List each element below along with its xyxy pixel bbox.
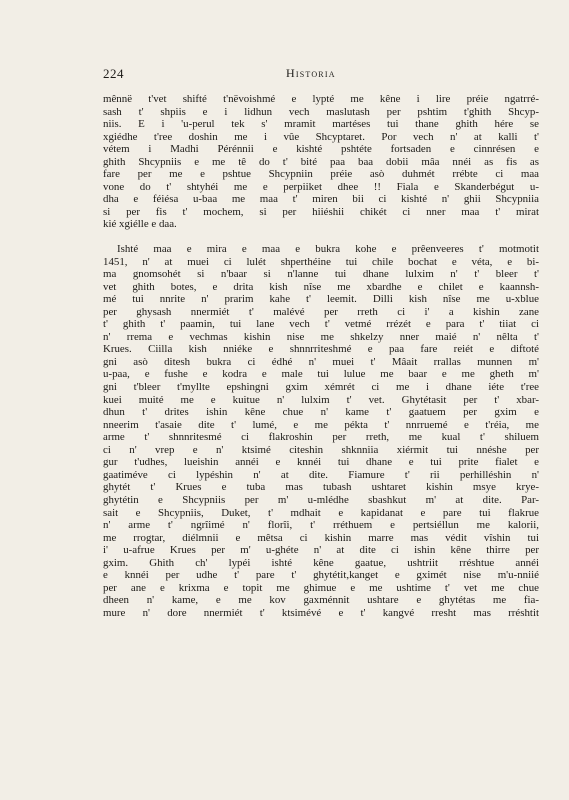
text-line: n' arme t' ngrîimé n' florîi, t' rréthuem e pertsiéllun me kalorii, bbox=[103, 519, 539, 532]
page-header bbox=[103, 66, 539, 82]
text-line: dha e féiésa u-baa me maa t' miren bii ci kishté n' ghii Shcypniia bbox=[103, 193, 539, 206]
text-line: me rrogtar, diélmnii e mêtsa ci kishin marre mas védit vîshin tui bbox=[103, 531, 539, 544]
text-line: per ane e krixma e topit me ghimue e me ushtime t' vet me chue bbox=[103, 581, 539, 594]
text-line: ma gnomsohét si n'baar si n'lanne tui dhane lulxim n' t' bleer t' bbox=[103, 268, 539, 281]
text-line: e knnéi per udhe t' pare t' ghytétit,kanget e gximét nise m'u-nniié bbox=[103, 569, 539, 582]
text-line: ghytét t' Krues e tuba mas tubash ushtaret kishin msye krye- bbox=[103, 481, 539, 494]
text-line: gxim. Ghith ch' lypéi ishté kêne gaatue, ushtriit rréshtue annéi bbox=[103, 556, 539, 569]
text-line: arme t' shnnritesmé ci flakroshin per rreth, me kual t' shiluem bbox=[103, 431, 539, 444]
text-line: dhun t' drites ishin kêne chue n' kame t' gaatuem per gxim e bbox=[103, 406, 539, 419]
text-line: vet ghith botes, e drita kish nîse me xbardhe e chilet e kaannsh- bbox=[103, 280, 539, 293]
text-line: vone do t' shtyhéi me e perpiiket dhee !! Fiala e Skanderbégut u- bbox=[103, 180, 539, 193]
text-line: Krues. Ciilla kish nniéke e shnnrriteshmé e paa fare reiét e diftoté bbox=[103, 343, 539, 356]
body-text bbox=[103, 93, 539, 619]
text-line: gni t'bleer t'myllte epshingni gxim xémrét ci me i dhane iéte t'ree bbox=[103, 381, 539, 394]
text-line: si per fis t' mochem, si per hiiéshii chikét ci nner maa t' mirat bbox=[103, 205, 539, 218]
text-line: 1451, n' at muei ci lulét shperthéine tui chile bochat e véta, e bi- bbox=[103, 255, 539, 268]
text-line: nneerim t'asaie dite t' lumé, e me pékta t' nnrruemé e t'réia, me bbox=[103, 418, 539, 431]
text-line: gur t'udhes, lueishin annéi e knnéi tui dhane e tui prite fialet e bbox=[103, 456, 539, 469]
text-line: niis. E i 'u-perul tek s' mramit martéses tui thane ghith hére se bbox=[103, 118, 539, 131]
text-line: sait e Shcypniis, Duket, t' mdhait e kapidanat e pare tui flakrue bbox=[103, 506, 539, 519]
page-number: 224 bbox=[103, 66, 124, 81]
paragraph-2 bbox=[103, 243, 539, 619]
text-line: t' ghith t' paamin, tui lane vech t' vetmé rrézét e para t' tiiat ci bbox=[103, 318, 539, 331]
text-line: i' u-afrue Krues per m' u-ghéte n' at dite ci ishin kêne thirre per bbox=[103, 544, 539, 557]
text-line: mênnë t'vet shifté t'nëvoishmé e lypté me kêne i lire préie ngatrré- bbox=[103, 93, 539, 105]
text-line: n' rrema e vechmas kishin nise me shkelzy nner maié n' nêlta t' bbox=[103, 330, 539, 343]
text-line: u-paa, e fushe e kodra e male tui lulue me baar e me gheth m' bbox=[103, 368, 539, 381]
text-line: xgiédhe t'ree doshin me i vûe Shcyptaret. Por vech n' at kalli t' bbox=[103, 130, 539, 143]
text-line: kuei muité me e kuitue n' lulxim t' vet. Ghytétasit per t' xbar- bbox=[103, 393, 539, 406]
text-line: sash t' shpiis e i lidhun vech maslutash per pshtim t'ghith Shcyp- bbox=[103, 105, 539, 118]
text-line: per ghysash nnermiét t' malévé per rreth ci i' a kishin zane bbox=[103, 305, 539, 318]
running-head: Historia bbox=[286, 66, 336, 80]
text-line: kié xgiélle e daa. bbox=[103, 218, 177, 231]
text-line: ci n' vrep e n' ktsimé citeshin shknniia xiérmit tui nnéshe per bbox=[103, 443, 539, 456]
text-line: mure n' dore nnermiét t' ktsimévé e t' kangvé rresht mas rréshtit bbox=[103, 606, 539, 619]
text-line: ghytétin e Shcypniis per m' u-mlédhe sbashkut m' at dite. Par- bbox=[103, 493, 539, 506]
text-line: fare per me e pshtue Shcypniin préie asò duhmét rrébte ci maa bbox=[103, 168, 539, 181]
text-line: dheen n' kame, e me kov gaxménnit ushtare e ghytétas me fia- bbox=[103, 594, 539, 607]
text-line: gaatiméve ci lypéshin n' at dite. Fiamure t' rii perhilléshin n' bbox=[103, 468, 539, 481]
paragraph-1 bbox=[103, 93, 539, 231]
text-line: vétem i Madhi Pérénnii e kishté pshtéte fortsaden e cinnrésen e bbox=[103, 143, 539, 156]
text-line: gni asò ditesh bukra ci édhé n' muei t' Mâait rrallas munnen m' bbox=[103, 355, 539, 368]
text-line: mé tui nnrite n' prarim kahe t' leemit. Dilli kish nîse me u-xblue bbox=[103, 293, 539, 306]
text-line: ghith Shcypniis e me tê do t' bité paa baa dobii mâa nnéi as fis as bbox=[103, 155, 539, 168]
text-line: Ishté maa e mira e maa e bukra kohe e prêenveeres t' motmotit bbox=[117, 243, 539, 256]
